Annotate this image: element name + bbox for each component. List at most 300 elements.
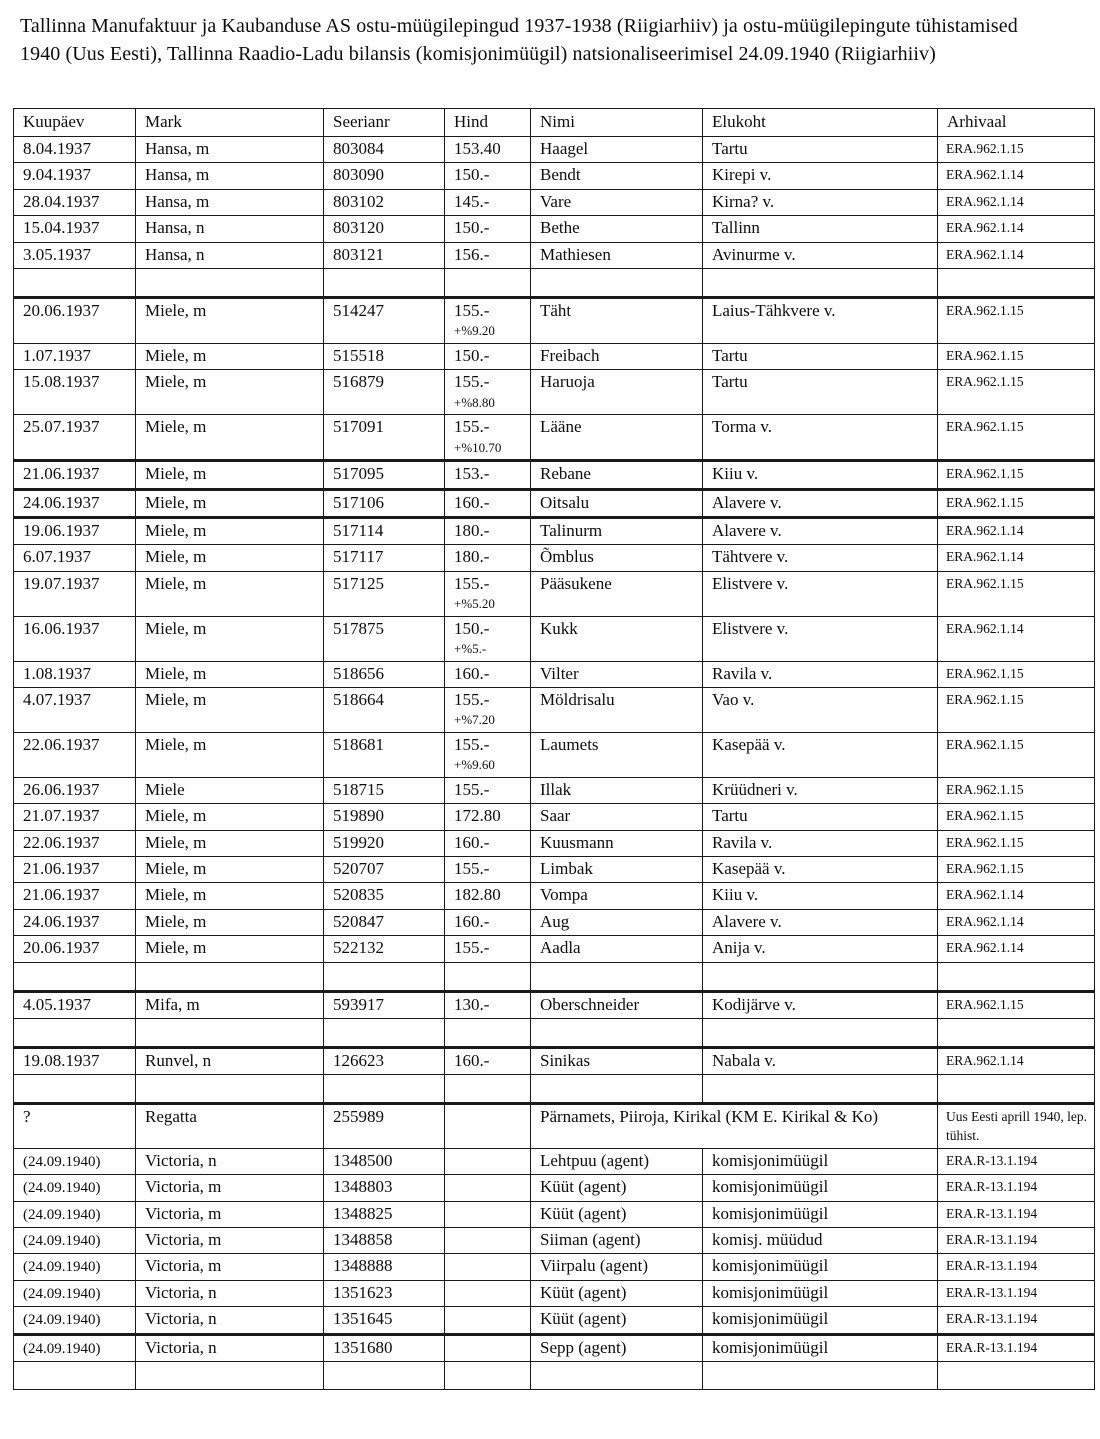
cell-hind (445, 909, 531, 935)
arhivaal-value: ERA.962.1.15 (946, 691, 1024, 707)
cell-mark (136, 343, 324, 369)
cell-kuupaev (14, 297, 136, 343)
table-row (14, 1104, 1095, 1148)
seerianr-value: 518681 (333, 734, 384, 754)
cell-mark (136, 297, 324, 343)
kuupaev-value: 3.05.1937 (23, 244, 91, 264)
cell-hind (445, 883, 531, 909)
cell-elukoht (703, 732, 938, 777)
elukoht-value: Ravila v. (712, 663, 773, 683)
cell-elukoht (703, 1175, 938, 1201)
cell-mark (136, 936, 324, 962)
cell-seerianr (324, 216, 445, 242)
hind-value: 180.- (454, 520, 490, 540)
cell-elukoht (703, 1227, 938, 1253)
cell-hind (445, 687, 531, 732)
mark-value: Miele, m (145, 859, 207, 879)
mark-value: Miele, m (145, 573, 207, 593)
table-row (14, 804, 1095, 830)
cell-mark (136, 804, 324, 830)
cell-mark (136, 1018, 324, 1047)
elukoht-value: komisjonimüügil (712, 1150, 829, 1170)
table-row (14, 461, 1095, 489)
cell-mark (136, 732, 324, 777)
elukoht-value: Torma v. (712, 417, 773, 437)
nimi-value: Vilter (540, 663, 579, 683)
nimi-value: Möldrisalu (540, 689, 615, 709)
nimi-value: Pääsukene (540, 573, 612, 593)
arhivaal-value: ERA.962.1.15 (946, 996, 1024, 1012)
seerianr-value: 518656 (333, 663, 384, 683)
cell-mark (136, 242, 324, 268)
empty-row (14, 1361, 1095, 1389)
arhivaal-value: ERA.R-13.1.194 (946, 1179, 1038, 1195)
kuupaev-value: ? (23, 1107, 31, 1127)
cell-hind (445, 517, 531, 544)
table-row (14, 163, 1095, 189)
seerianr-value: 517117 (333, 547, 384, 567)
kuupaev-value: 4.07.1937 (23, 689, 91, 709)
cell-hind (445, 242, 531, 268)
cell-nimi (531, 1254, 703, 1280)
arhivaal-value: ERA.962.1.15 (946, 861, 1024, 877)
cell-kuupaev (14, 616, 136, 661)
mark-value: Miele, m (145, 372, 207, 392)
cell-kuupaev (14, 1280, 136, 1306)
seerianr-value: 517875 (333, 618, 384, 638)
cell-kuupaev (14, 415, 136, 461)
cell-elukoht (703, 936, 938, 962)
cell-kuupaev (14, 163, 136, 189)
cell-hind (445, 962, 531, 991)
table-row (14, 777, 1095, 803)
arhivaal-value: ERA.962.1.14 (946, 220, 1024, 236)
hind-value: 182.80 (454, 885, 501, 905)
kuupaev-value: 4.05.1937 (23, 994, 91, 1014)
seerianr-value: 516879 (333, 372, 384, 392)
cell-seerianr (324, 461, 445, 489)
cell-arhivaal (938, 732, 1095, 777)
table-row (14, 216, 1095, 242)
cell-mark (136, 1361, 324, 1389)
cell-kuupaev (14, 1175, 136, 1201)
cell-kuupaev (14, 936, 136, 962)
mark-value: Hansa, n (145, 244, 205, 264)
mark-value: Runvel, n (145, 1050, 212, 1070)
nimi-value: Freibach (540, 345, 600, 365)
elukoht-value: Alavere v. (712, 520, 782, 540)
cell-hind (445, 415, 531, 461)
cell-kuupaev (14, 370, 136, 415)
cell-hind (445, 616, 531, 661)
cell-mark (136, 268, 324, 297)
cell-arhivaal (938, 517, 1095, 544)
cell-nimi (531, 804, 703, 830)
cell-nimi (531, 163, 703, 189)
cell-seerianr (324, 517, 445, 544)
table-row (14, 517, 1095, 544)
cell-elukoht (703, 962, 938, 991)
cell-kuupaev (14, 1307, 136, 1334)
mark-value: Miele, m (145, 885, 207, 905)
cell-nimi (531, 489, 703, 517)
cell-nimi (531, 1280, 703, 1306)
cell-seerianr (324, 163, 445, 189)
seerianr-value: 126623 (333, 1050, 384, 1070)
seerianr-value: 517091 (333, 417, 384, 437)
table-row (14, 370, 1095, 415)
cell-kuupaev (14, 1361, 136, 1389)
cell-nimi (531, 268, 703, 297)
nimi-value: Küüt (agent) (540, 1309, 627, 1329)
mark-value: Miele, m (145, 689, 207, 709)
header-seerianr: Seerianr (324, 109, 445, 137)
cell-seerianr (324, 1104, 445, 1148)
seerianr-value: 1351645 (333, 1309, 393, 1329)
table-row (14, 242, 1095, 268)
elukoht-value: Vao v. (712, 689, 755, 709)
elukoht-value: Elistvere v. (712, 573, 789, 593)
cell-nimi (531, 216, 703, 242)
cell-mark (136, 163, 324, 189)
cell-hind (445, 297, 531, 343)
cell-seerianr (324, 1047, 445, 1074)
mark-value: Victoria, n (145, 1282, 217, 1302)
cell-elukoht (703, 1018, 938, 1047)
cell-hind (445, 732, 531, 777)
cell-seerianr (324, 991, 445, 1018)
cell-mark (136, 1307, 324, 1334)
cell-nimi (531, 1018, 703, 1047)
arhivaal-value: ERA.962.1.15 (946, 781, 1024, 797)
kuupaev-value: (24.09.1940) (23, 1180, 101, 1197)
seerianr-value: 519920 (333, 832, 384, 852)
kuupaev-value: 25.07.1937 (23, 417, 100, 437)
cell-arhivaal (938, 1047, 1095, 1074)
cell-elukoht (703, 883, 938, 909)
cell-nimi (531, 1047, 703, 1074)
elukoht-value: komisjonimüügil (712, 1203, 829, 1223)
cell-nimi (531, 517, 703, 544)
cell-seerianr (324, 830, 445, 856)
cell-kuupaev (14, 1254, 136, 1280)
hind-value: 160.- (454, 911, 490, 931)
price-surcharge: +%7.20 (454, 712, 495, 728)
cell-arhivaal (938, 830, 1095, 856)
kuupaev-value: 1.08.1937 (23, 663, 91, 683)
mark-value: Hansa, m (145, 165, 210, 185)
elukoht-value: Elistvere v. (712, 618, 789, 638)
cell-arhivaal (938, 370, 1095, 415)
nimi-value: Vare (540, 191, 572, 211)
cell-nimi (531, 732, 703, 777)
table-row (14, 1148, 1095, 1174)
cell-seerianr (324, 1307, 445, 1334)
price-surcharge: +%9.60 (454, 757, 495, 773)
cell-elukoht (703, 370, 938, 415)
cell-seerianr (324, 883, 445, 909)
nimi-value: Sinikas (540, 1050, 591, 1070)
cell-elukoht (703, 991, 938, 1018)
cell-seerianr (324, 732, 445, 777)
price-surcharge: +%9.20 (454, 323, 495, 339)
seerianr-value: 519890 (333, 806, 384, 826)
cell-nimi (531, 616, 703, 661)
cell-hind (445, 545, 531, 571)
cell-arhivaal (938, 1307, 1095, 1334)
elukoht-value: komisjonimüügil (712, 1256, 829, 1276)
cell-seerianr (324, 1075, 445, 1104)
cell-mark (136, 1254, 324, 1280)
cell-elukoht (703, 616, 938, 661)
nimi-value: Laumets (540, 734, 599, 754)
cell-hind (445, 1280, 531, 1306)
cell-arhivaal (938, 777, 1095, 803)
cell-kuupaev (14, 830, 136, 856)
table-row (14, 909, 1095, 935)
cell-arhivaal (938, 268, 1095, 297)
cell-hind (445, 991, 531, 1018)
cell-mark (136, 517, 324, 544)
cell-arhivaal (938, 137, 1095, 163)
price-surcharge: +%8.80 (454, 394, 495, 410)
cell-mark (136, 962, 324, 991)
cell-arhivaal (938, 1254, 1095, 1280)
cell-nimi (531, 1075, 703, 1104)
elukoht-value: Kodijärve v. (712, 994, 796, 1014)
document-title: Tallinna Manufaktuur ja Kaubanduse AS ostu-müügilepingud 1937-1938 (Riigiarhiiv) ja ostu-müügilepingute tühistamised 1940 (Uus Eesti), Tallinna Raadio-Ladu bilansis (komisjonimüügil) natsionaliseerimisel 24.09.1940 (Riigiarhiiv) (20, 15, 1018, 65)
cell-arhivaal (938, 1227, 1095, 1253)
cell-kuupaev (14, 1227, 136, 1253)
cell-seerianr (324, 297, 445, 343)
table-row (14, 1047, 1095, 1074)
cell-arhivaal (938, 1280, 1095, 1306)
mark-value: Hansa, m (145, 191, 210, 211)
cell-elukoht (703, 163, 938, 189)
cell-mark (136, 1075, 324, 1104)
cell-arhivaal (938, 991, 1095, 1018)
kuupaev-value: 21.06.1937 (23, 885, 100, 905)
nimi-value: Küüt (agent) (540, 1177, 627, 1197)
cell-arhivaal (938, 415, 1095, 461)
elukoht-value: Kasepää v. (712, 859, 786, 879)
arhivaal-value: ERA.R-13.1.194 (946, 1205, 1038, 1221)
elukoht-value: Nabala v. (712, 1050, 777, 1070)
cell-elukoht (703, 830, 938, 856)
hind-value: 150.- (454, 218, 490, 238)
elukoht-value: Kasepää v. (712, 734, 786, 754)
kuupaev-value: 24.06.1937 (23, 911, 100, 931)
table-row (14, 1201, 1095, 1227)
seerianr-value: 1348803 (333, 1177, 393, 1197)
kuupaev-value: 28.04.1937 (23, 191, 100, 211)
cell-kuupaev (14, 461, 136, 489)
cell-seerianr (324, 137, 445, 163)
arhivaal-value: ERA.962.1.15 (946, 736, 1024, 752)
seerianr-value: 518664 (333, 689, 384, 709)
mark-value: Miele, m (145, 300, 207, 320)
header-elukoht: Elukoht (703, 109, 938, 137)
mark-value: Miele, m (145, 911, 207, 931)
kuupaev-value: 19.07.1937 (23, 573, 100, 593)
kuupaev-value: 6.07.1937 (23, 547, 91, 567)
cell-seerianr (324, 687, 445, 732)
arhivaal-value: ERA.R-13.1.194 (946, 1231, 1038, 1247)
cell-kuupaev (14, 687, 136, 732)
table-row (14, 1307, 1095, 1334)
hind-value: 150.- (454, 165, 490, 185)
cell-nimi (531, 936, 703, 962)
cell-mark (136, 687, 324, 732)
cell-kuupaev (14, 1201, 136, 1227)
kuupaev-value: 22.06.1937 (23, 734, 100, 754)
mark-value: Victoria, m (145, 1256, 222, 1276)
table-row (14, 616, 1095, 661)
cell-arhivaal (938, 962, 1095, 991)
table-row (14, 415, 1095, 461)
mark-value: Miele, m (145, 618, 207, 638)
cell-elukoht (703, 909, 938, 935)
cell-mark (136, 1201, 324, 1227)
nimi-value: Bethe (540, 218, 580, 238)
kuupaev-value: 16.06.1937 (23, 618, 100, 638)
mark-value: Miele, m (145, 734, 207, 754)
cell-kuupaev (14, 216, 136, 242)
hind-value: 153.- (454, 464, 490, 484)
cell-elukoht (703, 857, 938, 883)
seerianr-value: 517114 (333, 520, 384, 540)
cell-nimi (531, 1227, 703, 1253)
mark-value: Miele, m (145, 520, 207, 540)
cell-kuupaev (14, 1018, 136, 1047)
cell-arhivaal (938, 661, 1095, 687)
hind-value: 150.- (454, 345, 490, 365)
cell-kuupaev (14, 883, 136, 909)
nimi-value: Lehtpuu (agent) (540, 1150, 650, 1170)
elukoht-value: Tähtvere v. (712, 547, 789, 567)
cell-kuupaev (14, 517, 136, 544)
cell-nimi (531, 687, 703, 732)
nimi-value: Lääne (540, 417, 582, 437)
cell-hind (445, 1227, 531, 1253)
arhivaal-value: ERA.R-13.1.194 (946, 1152, 1038, 1168)
arhivaal-value: ERA.962.1.14 (946, 887, 1024, 903)
mark-value: Miele, m (145, 417, 207, 437)
arhivaal-value: ERA.962.1.15 (946, 808, 1024, 824)
elukoht-value: Laius-Tähkvere v. (712, 300, 836, 320)
table-row (14, 1334, 1095, 1361)
kuupaev-value: (24.09.1940) (23, 1312, 101, 1329)
cell-nimi (531, 370, 703, 415)
cell-nimi (531, 830, 703, 856)
mark-value: Hansa, n (145, 218, 205, 238)
cell-hind (445, 189, 531, 215)
cell-nimi (531, 1201, 703, 1227)
nimi-value: Saar (540, 806, 571, 826)
cell-elukoht (703, 1075, 938, 1104)
cell-kuupaev (14, 962, 136, 991)
nimi-value: Sepp (agent) (540, 1337, 627, 1357)
seerianr-value: 1348825 (333, 1203, 393, 1223)
nimi-value: Küüt (agent) (540, 1203, 627, 1223)
kuupaev-value: 20.06.1937 (23, 938, 100, 958)
nimi-value: Siiman (agent) (540, 1229, 641, 1249)
cell-nimi (531, 991, 703, 1018)
arhivaal-value: ERA.962.1.15 (946, 665, 1024, 681)
arhivaal-value: ERA.962.1.15 (946, 575, 1024, 591)
cell-mark (136, 1047, 324, 1074)
cell-mark (136, 1280, 324, 1306)
elukoht-value: komisjonimüügil (712, 1177, 829, 1197)
table-row (14, 297, 1095, 343)
table-row (14, 991, 1095, 1018)
nimi-value: Kukk (540, 618, 578, 638)
cell-nimi (531, 297, 703, 343)
nimi-value: Täht (540, 300, 572, 320)
elukoht-value: Alavere v. (712, 911, 782, 931)
empty-row (14, 268, 1095, 297)
cell-mark (136, 216, 324, 242)
cell-seerianr (324, 489, 445, 517)
elukoht-value: Kirna? v. (712, 191, 775, 211)
cell-mark (136, 370, 324, 415)
cell-arhivaal (938, 616, 1095, 661)
price-surcharge: +%5.- (454, 641, 487, 657)
cell-seerianr (324, 857, 445, 883)
empty-row (14, 1018, 1095, 1047)
seerianr-value: 517125 (333, 573, 384, 593)
cell-hind (445, 1361, 531, 1389)
table-row (14, 343, 1095, 369)
cell-arhivaal (938, 216, 1095, 242)
mark-value: Miele, m (145, 806, 207, 826)
table-row (14, 830, 1095, 856)
cell-elukoht (703, 687, 938, 732)
seerianr-value: 1348858 (333, 1229, 393, 1249)
elukoht-value: Avinurme v. (712, 244, 796, 264)
kuupaev-value: 26.06.1937 (23, 779, 100, 799)
cell-hind (445, 830, 531, 856)
nimi-value: Aug (540, 911, 570, 931)
cell-hind (445, 661, 531, 687)
cell-nimi (531, 1104, 938, 1148)
seerianr-value: 1351623 (333, 1282, 393, 1302)
cell-hind (445, 1307, 531, 1334)
cell-seerianr (324, 804, 445, 830)
cell-hind (445, 777, 531, 803)
elukoht-value: Alavere v. (712, 492, 782, 512)
cell-elukoht (703, 1361, 938, 1389)
cell-arhivaal (938, 1075, 1095, 1104)
kuupaev-value: 9.04.1937 (23, 165, 91, 185)
cell-hind (445, 936, 531, 962)
hind-value: 180.- (454, 547, 490, 567)
cell-hind (445, 268, 531, 297)
cell-hind (445, 1175, 531, 1201)
hind-value: 160.- (454, 1050, 490, 1070)
cell-mark (136, 489, 324, 517)
cell-hind (445, 216, 531, 242)
cell-seerianr (324, 189, 445, 215)
cell-nimi (531, 857, 703, 883)
mark-value: Miele, m (145, 547, 207, 567)
arhivaal-value: ERA.962.1.14 (946, 246, 1024, 262)
elukoht-value: komisj. müüdud (712, 1229, 823, 1249)
cell-arhivaal (938, 857, 1095, 883)
arhivaal-value: ERA.962.1.15 (946, 419, 1024, 435)
cell-hind (445, 857, 531, 883)
elukoht-value: Kiiu v. (712, 464, 759, 484)
